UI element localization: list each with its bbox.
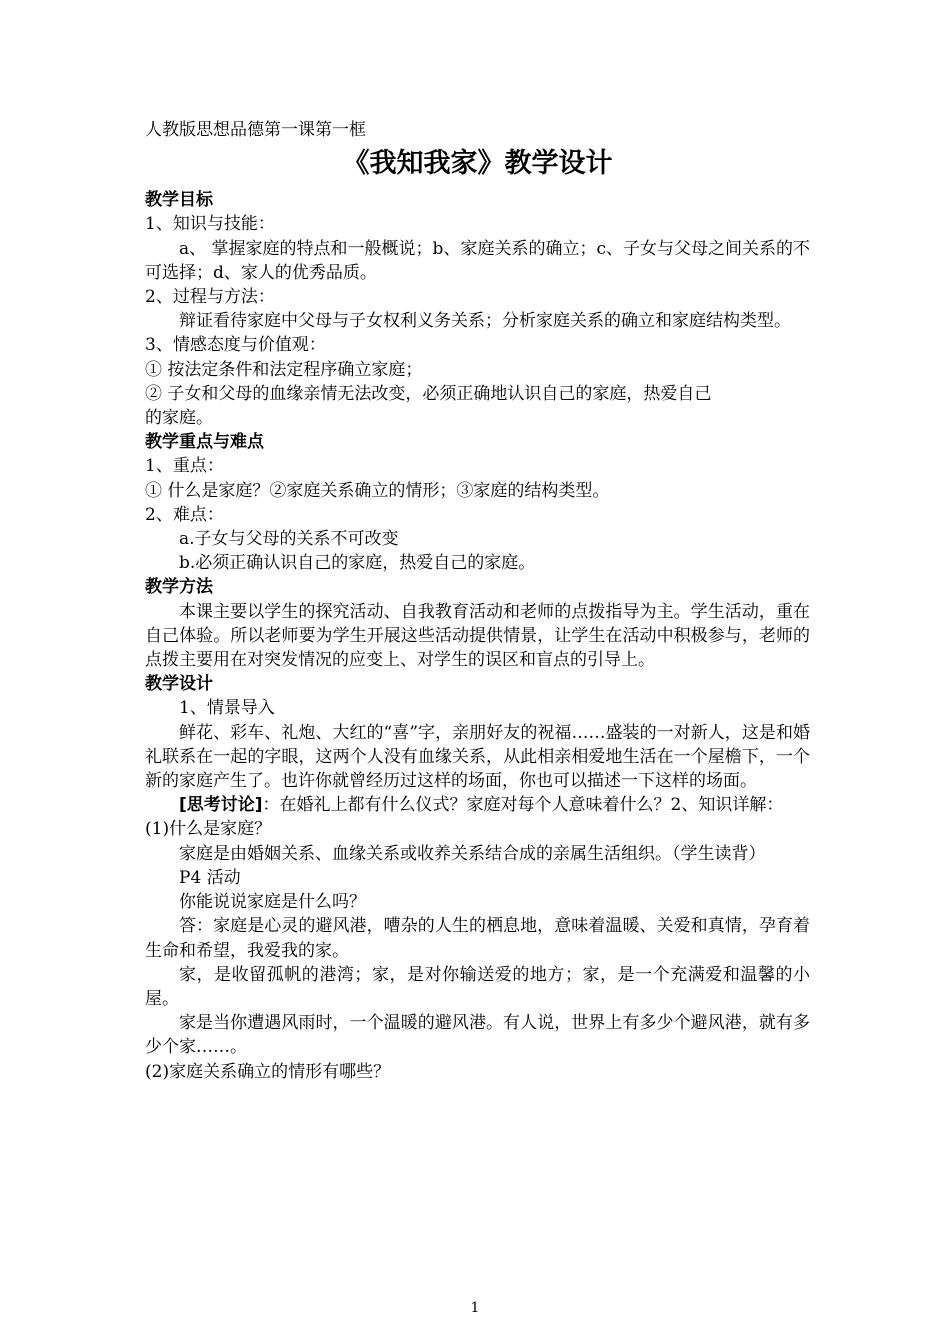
page-number: 1: [470, 1300, 480, 1316]
activity-answer-1: 答：家庭是心灵的避风港，嘈杂的人生的栖息地，意味着温暖、关爱和真情，孕育着生命和希望，我爱我的家。: [145, 916, 810, 961]
goal-process-text: 辩证看待家庭中父母与子女权利义务关系；分析家庭关系的确立和家庭结构类型。: [179, 311, 791, 332]
goal-knowledge-text: a、 掌握家庭的特点和一般概说；b、家庭关系的确立；c、子女与父母之间关系的不可选择；d、家人的优秀品质。: [145, 238, 810, 283]
key-text: ① 什么是家庭？②家庭关系确立的情形；③家庭的结构类型。: [145, 480, 610, 501]
section-heading-goals: 教学目标: [145, 190, 213, 211]
document-title: 《我知我家》教学设计: [342, 148, 613, 180]
discussion-label: [思考讨论]: [179, 795, 263, 816]
question-2: (2)家庭关系确立的情形有哪些？: [145, 1061, 391, 1082]
section-heading-design: 教学设计: [145, 674, 213, 695]
goal-emotion-item-2b: 的家庭。: [145, 408, 213, 429]
goal-emotion-item-1: ① 按法定条件和法定程序确立家庭；: [145, 359, 423, 380]
activity-answer-3: 家是当你遭遇风雨时，一个温暖的避风港。有人说，世界上有多少个避风港，就有多少个家……。: [145, 1013, 810, 1058]
difficult-item-b: b.必须正确认识自己的家庭，热爱自己的家庭。: [179, 553, 536, 574]
key-label: 1、重点：: [145, 456, 224, 477]
section-heading-key-points: 教学重点与难点: [145, 432, 264, 453]
goal-process-label: 2、过程与方法：: [145, 287, 275, 308]
difficult-label: 2、难点：: [145, 504, 224, 525]
goal-emotion-item-2a: ② 子女和父母的血缘亲情无法改变，必须正确地认识自己的家庭，热爱自己: [145, 383, 712, 404]
methods-text: 本课主要以学生的探究活动、自我教育活动和老师的点拨指导为主。学生活动，重在自己体验。所以老师要为学生开展这些活动提供情景，让学生在活动中积极参与，老师的点拨主要用在对突发情况的应变上、对学生的误区和盲点的引导上。: [145, 601, 810, 671]
design-intro-label: 1、情景导入: [179, 698, 275, 719]
activity-question: 你能说说家庭是什么吗？: [179, 892, 366, 913]
difficult-item-a: a.子女与父母的关系不可改变: [179, 529, 399, 550]
design-discussion: [145, 793, 810, 817]
document-body: [145, 118, 810, 1084]
document-header: 人教版思想品德第一课第一框: [145, 120, 366, 140]
activity-answer-2: 家，是收留孤帆的港湾；家，是对你输送爱的地方；家，是一个充满爱和温馨的小屋。: [145, 964, 810, 1009]
goal-emotion-label: 3、情感态度与价值观：: [145, 335, 326, 356]
section-heading-methods: 教学方法: [145, 577, 213, 598]
design-intro-text: 鲜花、彩车、礼炮、大红的“喜”字，亲朋好友的祝福……盛装的一对新人，这是和婚礼联系在一起的字眼，这两个人没有血缘关系，从此相亲相爱地生活在一个屋檐下，一个新的家庭产生了。也许你就曾经历过这样的场面，你也可以描述一下这样的场面。: [145, 722, 810, 792]
goal-knowledge-label: 1、知识与技能：: [145, 214, 275, 235]
activity-label: P4 活动: [179, 867, 241, 888]
question-1-answer: 家庭是由婚姻关系、血缘关系或收养关系结合成的亲属生活组织。（学生读背）: [179, 843, 766, 864]
discussion-text: ：在婚礼上都有什么仪式？家庭对每个人意味着什么？2、知识详解：: [262, 795, 784, 816]
question-1: (1)什么是家庭？: [145, 819, 272, 840]
